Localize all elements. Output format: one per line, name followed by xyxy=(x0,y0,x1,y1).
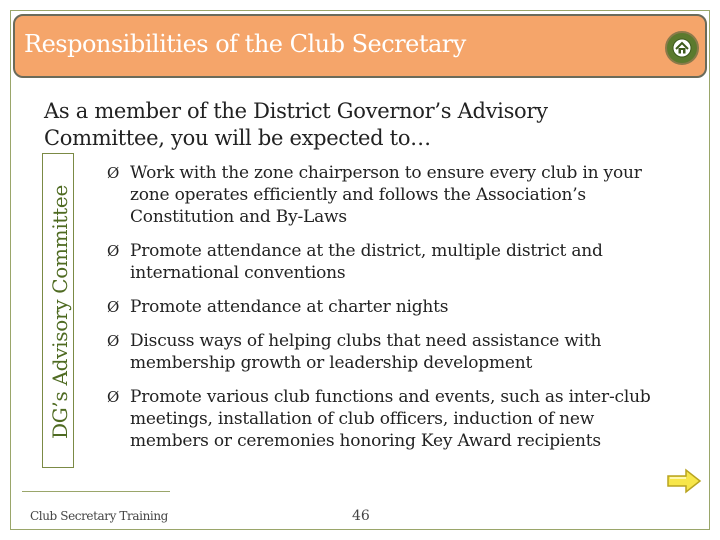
side-label: DG’s Advisory Committee xyxy=(48,185,72,439)
bullet-arrow-icon: Ø xyxy=(107,388,120,406)
list-item-text: Promote attendance at charter nights xyxy=(130,297,449,317)
list-item xyxy=(107,240,677,284)
home-icon xyxy=(672,38,692,58)
footer-divider xyxy=(22,491,170,492)
list-item-text: Promote various club functions and events, such as inter-club meetings, installation of club officers, induction of new members or ceremonies honoring Key Award recipients xyxy=(130,387,651,451)
page-number: 46 xyxy=(352,508,370,524)
list-item-text: Work with the zone chairperson to ensure every club in your zone operates efficiently and follows the Association’s Constitution and By-Laws xyxy=(130,163,642,227)
bullet-arrow-icon: Ø xyxy=(107,242,120,260)
list-item xyxy=(107,386,677,452)
list-item-text: Promote attendance at the district, multiple district and international conventions xyxy=(130,241,603,283)
intro-text: As a member of the District Governor’s Advisory Committee, you will be expected to… xyxy=(44,99,548,150)
footer-label: Club Secretary Training xyxy=(30,509,168,523)
bullet-arrow-icon: Ø xyxy=(107,332,120,350)
bullet-arrow-icon: Ø xyxy=(107,298,120,316)
home-button[interactable] xyxy=(665,31,699,65)
list-item-text: Discuss ways of helping clubs that need assistance with membership growth or leadership development xyxy=(130,331,602,373)
list-item xyxy=(107,330,677,374)
list-item xyxy=(107,296,677,318)
responsibility-list xyxy=(107,162,677,464)
bullet-arrow-icon: Ø xyxy=(107,164,120,182)
next-arrow-icon xyxy=(666,468,702,494)
list-item xyxy=(107,162,677,228)
next-slide-button[interactable] xyxy=(666,468,702,494)
page-title: Responsibilities of the Club Secretary xyxy=(24,30,466,58)
